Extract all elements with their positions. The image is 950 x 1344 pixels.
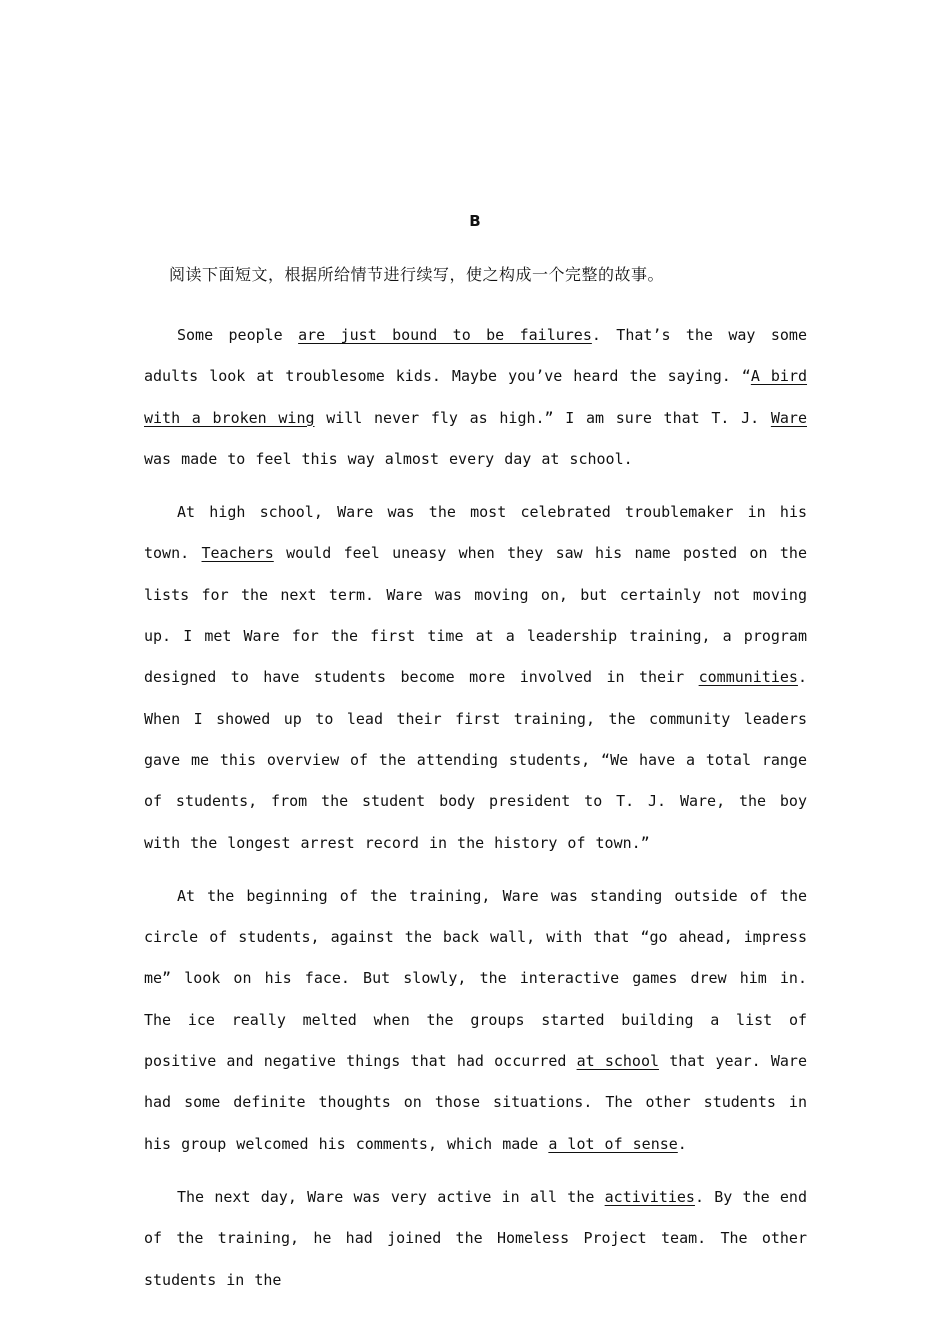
underlined-phrase: communities	[698, 668, 798, 687]
paragraph-2	[144, 492, 807, 864]
passage	[144, 315, 807, 1313]
instruction-text: 阅读下面短文，根据所给情节进行续写，使之构成一个完整的故事。	[169, 265, 665, 284]
text-run: will never fly as high.” I am sure that T. J.	[314, 408, 771, 427]
text-run: Some people	[177, 326, 299, 344]
text-run: At high school, Ware was the most celebrated troublemaker in his town.	[144, 503, 807, 563]
text-run: The next day, Ware was very active in all the	[177, 1187, 605, 1206]
underlined-phrase: a lot of sense	[548, 1134, 678, 1153]
underlined-phrase: Ware	[770, 408, 807, 427]
text-run: . That’s the way some adults look at troublesome kids. Maybe you’ve heard the saying. “	[144, 326, 807, 386]
text-run: .	[677, 1134, 687, 1153]
paragraph-1	[144, 315, 807, 480]
paragraph-3	[144, 876, 807, 1165]
text-run: would feel uneasy when they saw his name posted on the lists for the next term. Ware was moving on, but certainly not moving up. I met Ware for the first time at a leadership training, a program designed to have students become more involved in their	[144, 544, 807, 687]
text-run: At the beginning of the training, Ware was standing outside of the circle of students, against the back wall, with that “go ahead, impress me” look on his face. But slowly, the interactive games drew him in. The ice really melted when the groups started building a list of positive and negative things that had occurred	[144, 886, 807, 1071]
text-run: that year. Ware had some definite thoughts on those situations. The other students in his group welcomed his comments, which made	[144, 1052, 807, 1153]
underlined-phrase: activities	[604, 1187, 695, 1206]
text-run: . By the end of the training, he had joined the Homeless Project team. The other students in the	[144, 1187, 807, 1289]
underlined-phrase: at school	[576, 1052, 660, 1071]
underlined-phrase: A bird with a broken wing	[144, 367, 808, 427]
text-run: . When I showed up to lead their first training, the community leaders gave me this overview of the attending students, “We have a total range of students, from the student body president to T. J. Ware, the boy with the longest arrest record in the history of town.”	[144, 668, 807, 852]
underlined-phrase: Teachers	[201, 544, 274, 563]
paragraph-4	[144, 1177, 807, 1301]
underlined-phrase: are just bound to be failures	[298, 326, 592, 344]
section-label: B	[469, 212, 481, 230]
text-run: was made to feel this way almost every day at school.	[144, 449, 633, 468]
